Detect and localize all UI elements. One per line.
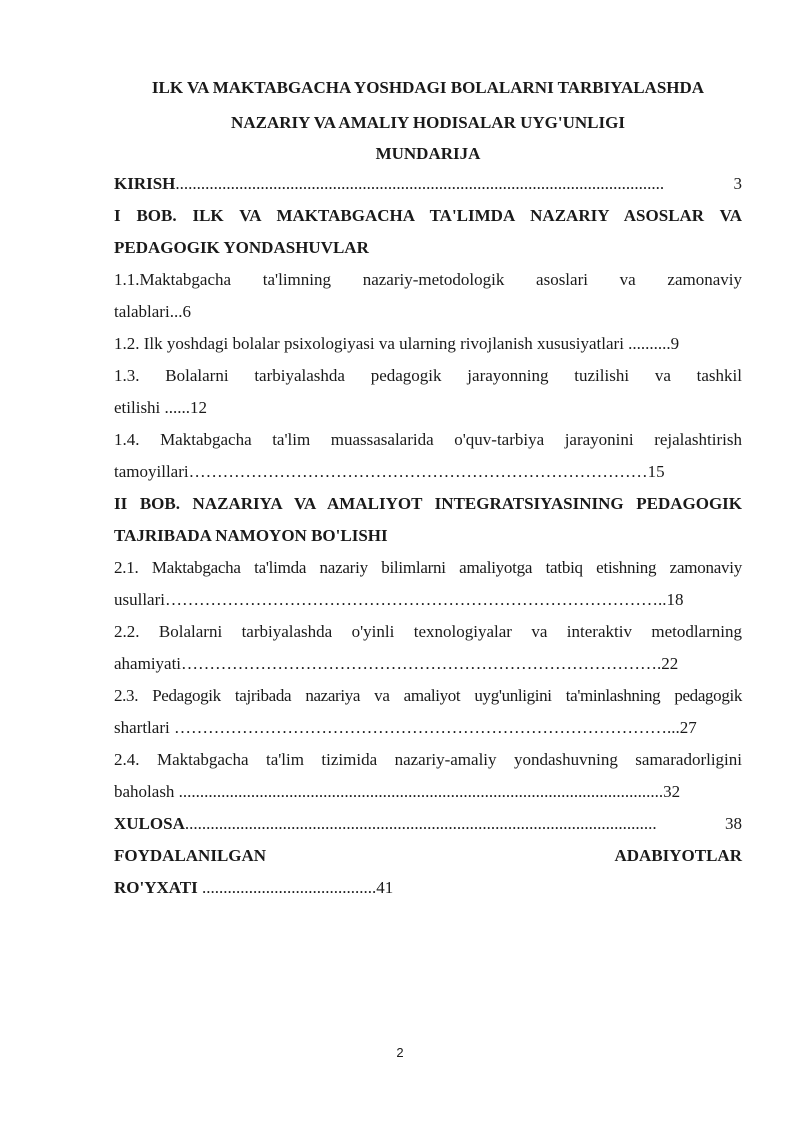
toc-entry-line	[114, 872, 742, 904]
toc-entry-label: RO'YXATI	[114, 878, 198, 897]
toc-page-number: 38	[725, 814, 742, 833]
toc-chapter-1[interactable]: I BOB. ILK VA MAKTABGACHA TA'LIMDA NAZARIY ASOSLAR VA PEDAGOGIK YONDASHUVLAR	[114, 206, 742, 257]
toc-entry-line: 2.2. Bolalarni tarbiyalashda o'yinli texnologiyalar va interaktiv metodlarning	[114, 622, 742, 641]
page-number: 2	[396, 1045, 404, 1060]
document-title-line-1: ILK VA MAKTABGACHA YOSHDAGI BOLALARNI TARBIYALASHDA	[151, 78, 705, 97]
toc-entry-2-1[interactable]	[114, 552, 742, 616]
toc-entry-adabiyotlar[interactable]	[114, 840, 742, 904]
toc-entry-2-2[interactable]	[114, 616, 742, 680]
toc-entry-line: shartlari ……………………………………………………………………………...27	[114, 718, 697, 737]
toc-entry-1-2[interactable]: 1.2. Ilk yoshdagi bolalar psixologiyasi va ularning rivojlanish xususiyatlari ..........9	[114, 334, 680, 353]
toc-page-number: 3	[733, 174, 742, 193]
toc-entry-line	[114, 840, 742, 872]
toc-entry-line: 1.4. Maktabgacha ta'lim muassasalarida o'quv-tarbiya jarayonini rejalashtirish	[114, 430, 742, 449]
toc-entry-line: 2.4. Maktabgacha ta'lim tizimida nazariy-amaliy yondashuvning samaradorligini	[114, 750, 742, 769]
toc-entry-2-4[interactable]	[114, 744, 742, 808]
toc-leader: .........................................	[197, 878, 377, 897]
toc-heading: MUNDARIJA	[375, 144, 481, 163]
toc-entry-line: 1.1.Maktabgacha ta'limning nazariy-metodologik asoslari va zamonaviy	[114, 270, 742, 289]
toc-entry-xulosa[interactable]	[114, 808, 742, 840]
toc-entry-line: usullari……………………………………………………………………………..18	[114, 590, 684, 609]
toc-entry-line: 1.3. Bolalarni tarbiyalashda pedagogik jarayonning tuzilishi va tashkil	[114, 366, 742, 385]
toc-page-number: 41	[376, 878, 394, 897]
toc-entry-word: ADABIYOTLAR	[614, 846, 742, 865]
document-page	[114, 70, 742, 904]
toc-entry-line: ahamiyati………………………………………………………………………….22	[114, 654, 679, 673]
toc-entry-line: baholash ..................................................................................................................32	[114, 782, 681, 801]
toc-chapter-2[interactable]: II BOB. NAZARIYA VA AMALIYOT INTEGRATSIYASINING PEDAGOGIK TAJRIBADA NAMOYON BO'LISHI	[114, 494, 742, 545]
toc-entry-line: tamoyillari………………………………………………………………………15	[114, 462, 665, 481]
toc-entry-label: XULOSA	[114, 814, 185, 833]
toc-entry-line: 2.1. Maktabgacha ta'limda nazariy bilimlarni amaliyotga tatbiq etishning zamonaviy	[114, 558, 742, 577]
toc-entry-word: FOYDALANILGAN	[114, 846, 267, 865]
toc-entry-label: KIRISH	[114, 174, 176, 193]
toc-entry-1-1[interactable]	[114, 264, 742, 328]
toc-entry-1-3[interactable]	[114, 360, 742, 424]
toc-entry-line: 2.3. Pedagogik tajribada nazariya va amaliyot uyg'unligini ta'minlashning pedagogik	[114, 686, 742, 705]
toc-entry-kirish[interactable]	[114, 168, 742, 200]
toc-entry-line: talablari...6	[114, 302, 191, 321]
toc-entry-2-3[interactable]	[114, 680, 742, 744]
toc-leader: ...................................................................................................................	[175, 174, 665, 193]
toc-leader: ...............................................................................................................	[184, 814, 657, 833]
toc-entry-line: etilishi ......12	[114, 398, 208, 417]
toc-entry-1-4[interactable]	[114, 424, 742, 488]
document-title-line-2: NAZARIY VA AMALIY HODISALAR UYG'UNLIGI	[231, 113, 625, 132]
